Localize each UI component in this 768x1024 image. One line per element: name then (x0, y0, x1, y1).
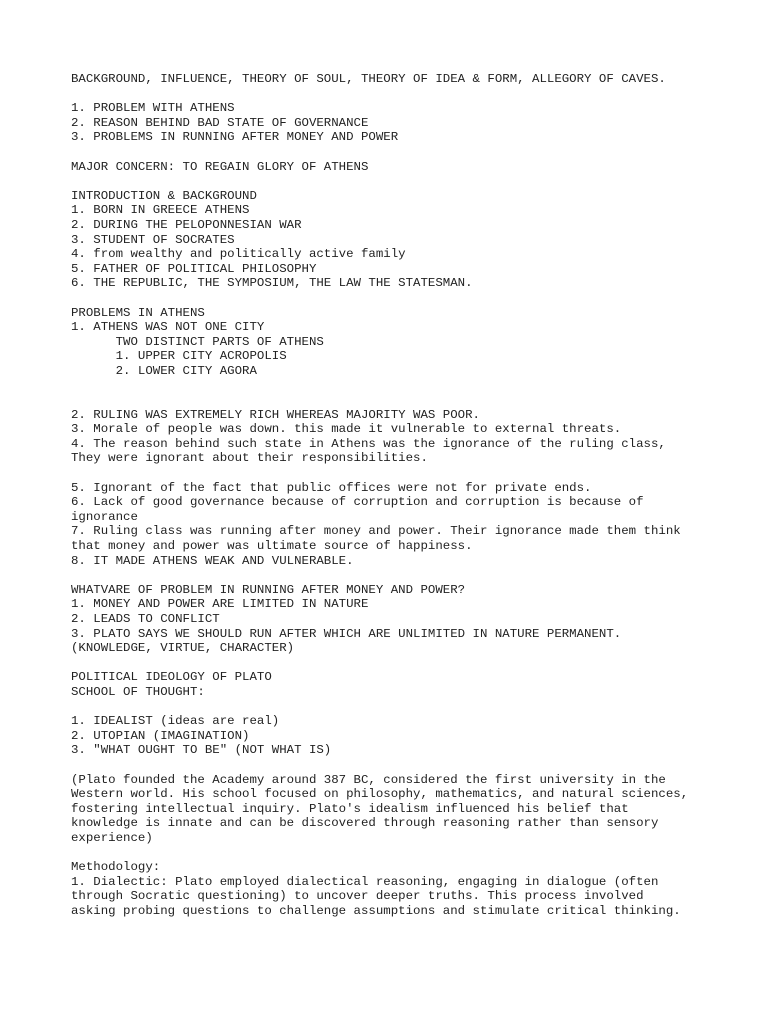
text-line: 2. REASON BEHIND BAD STATE OF GOVERNANCE (71, 115, 369, 130)
text-line: SCHOOL OF THOUGHT: (71, 684, 205, 699)
text-line: 1. BORN IN GREECE ATHENS (71, 203, 250, 218)
text-line: Western world. His school focused on philosophy, mathematics, and natural sciences, (71, 787, 689, 802)
blank-line (71, 393, 761, 408)
text-line: (Plato founded the Academy around 387 BC, considered the first university in the (71, 772, 666, 787)
text-line: through Socratic questioning) to uncover deeper truths. This process involved (71, 889, 644, 904)
blank-line (71, 291, 761, 306)
text-line: 1. PROBLEM WITH ATHENS (71, 101, 235, 116)
text-line: 2. UTOPIAN (IMAGINATION) (71, 728, 250, 743)
text-line: 1. IDEALIST (ideas are real) (71, 714, 280, 729)
text-line: fostering intellectual inquiry. Plato's idealism influenced his belief that (71, 801, 629, 816)
blank-line (71, 845, 761, 860)
text-line: 2. LOWER CITY AGORA (71, 363, 257, 378)
document-page (71, 72, 761, 918)
text-line: 5. FATHER OF POLITICAL PHILOSOPHY (71, 261, 317, 276)
text-line: 4. from wealthy and politically active family (71, 247, 406, 262)
text-line: (KNOWLEDGE, VIRTUE, CHARACTER) (71, 641, 295, 656)
text-line: 4. The reason behind such state in Athens was the ignorance of the ruling class, (71, 436, 666, 451)
text-line: that money and power was ultimate source of happiness. (71, 539, 473, 553)
text-line: 3. PROBLEMS IN RUNNING AFTER MONEY AND POWER (71, 130, 399, 145)
text-line: INTRODUCTION & BACKGROUND (71, 188, 257, 203)
text-line: BACKGROUND, INFLUENCE, THEORY OF SOUL, THEORY OF IDEA & FORM, ALLEGORY OF CAVES. (71, 72, 666, 86)
text-line: ignorance (71, 509, 138, 524)
text-line: 3. STUDENT OF SOCRATES (71, 232, 235, 247)
text-line: 1. UPPER CITY ACROPOLIS (71, 349, 287, 364)
blank-line (71, 174, 761, 189)
text-line: POLITICAL IDEOLOGY OF PLATO (71, 670, 272, 685)
text-line: 3. "WHAT OUGHT TO BE" (NOT WHAT IS) (71, 743, 332, 758)
blank-line (71, 378, 761, 393)
text-line: 1. Dialectic: Plato employed dialectical reasoning, engaging in dialogue (often (71, 874, 659, 889)
blank-line (71, 145, 761, 160)
text-line: TWO DISTINCT PARTS OF ATHENS (71, 334, 324, 349)
text-line: WHATVARE OF PROBLEM IN RUNNING AFTER MONEY AND POWER? (71, 582, 466, 597)
blank-line (71, 466, 761, 481)
text-line: MAJOR CONCERN: TO REGAIN GLORY OF ATHENS (71, 159, 369, 174)
text-line: asking probing questions to challenge assumptions and stimulate critical thinking. (71, 903, 681, 918)
text-line: 1. ATHENS WAS NOT ONE CITY (71, 320, 265, 335)
text-line: Methodology: (71, 860, 161, 875)
text-line: 8. IT MADE ATHENS WEAK AND VULNERABLE. (71, 553, 354, 568)
blank-line (71, 656, 761, 671)
blank-line (71, 758, 761, 773)
text-line: 3. PLATO SAYS WE SHOULD RUN AFTER WHICH ARE UNLIMITED IN NATURE PERMANENT. (71, 626, 622, 641)
text-line: 2. DURING THE PELOPONNESIAN WAR (71, 217, 302, 232)
text-line: experience) (71, 830, 153, 845)
text-line: 2. RULING WAS EXTREMELY RICH WHEREAS MAJORITY WAS POOR. (71, 407, 480, 422)
text-line: knowledge is innate and can be discovered through reasoning rather than sensory (71, 816, 659, 831)
text-line: 2. LEADS TO CONFLICT (71, 611, 220, 626)
text-line: They were ignorant about their responsibilities. (71, 451, 428, 466)
text-line: 5. Ignorant of the fact that public offices were not for private ends. (71, 480, 592, 495)
blank-line (71, 568, 761, 583)
blank-line (71, 87, 761, 102)
text-line: PROBLEMS IN ATHENS (71, 305, 205, 320)
text-line: 6. THE REPUBLIC, THE SYMPOSIUM, THE LAW THE STATESMAN. (71, 276, 473, 291)
text-line: 6. Lack of good governance because of corruption and corruption is because of (71, 495, 644, 510)
text-line: 7. Ruling class was running after money and power. Their ignorance made them think (71, 524, 681, 539)
text-line: 3. Morale of people was down. this made it vulnerable to external threats. (71, 422, 622, 437)
text-line: 1. MONEY AND POWER ARE LIMITED IN NATURE (71, 597, 369, 612)
blank-line (71, 700, 761, 715)
